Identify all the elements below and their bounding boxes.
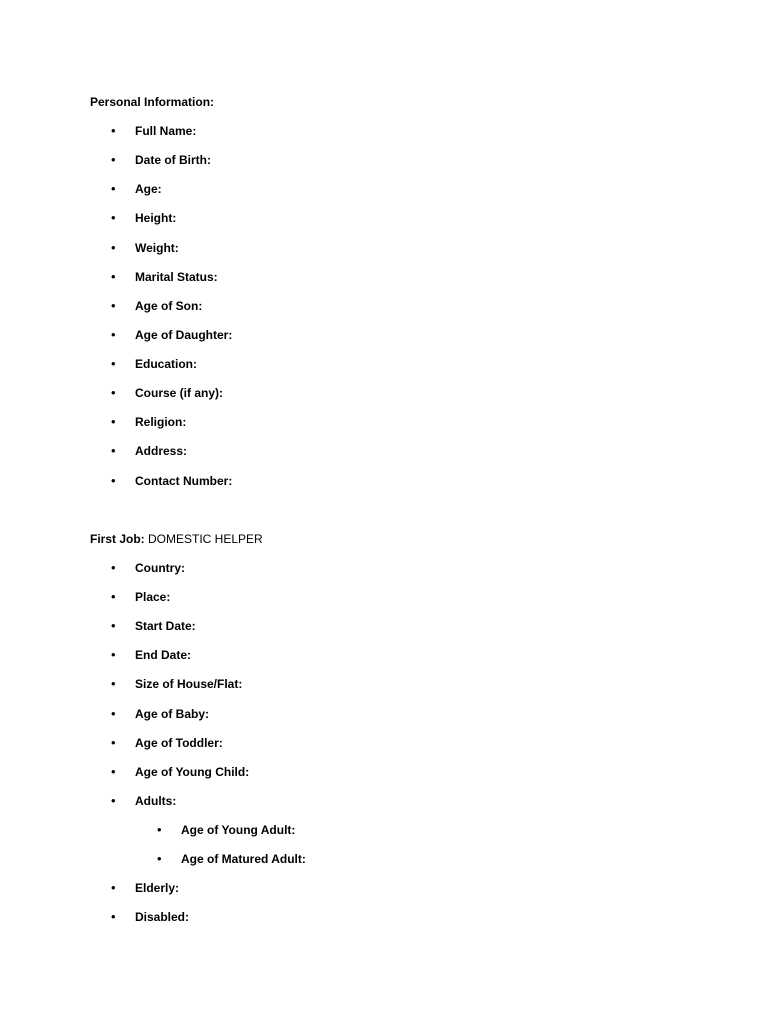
- field-label: Religion:: [135, 415, 187, 429]
- bullet-icon: •: [111, 123, 116, 138]
- bullet-icon: •: [111, 764, 116, 779]
- bullet-icon: •: [157, 851, 162, 866]
- bullet-icon: •: [111, 210, 116, 225]
- field-label: Place:: [135, 590, 171, 604]
- field-label: Country:: [135, 561, 185, 575]
- field-label: Contact Number:: [135, 474, 233, 488]
- bullet-icon: •: [111, 589, 116, 604]
- field-label: Disabled:: [135, 910, 190, 924]
- first-job-heading: [90, 531, 263, 547]
- field-label: Start Date:: [135, 619, 196, 633]
- field-label: Height:: [135, 211, 177, 225]
- field-label: Adults:: [135, 794, 177, 808]
- field-label: Age of Toddler:: [135, 736, 223, 750]
- bullet-icon: •: [111, 473, 116, 488]
- field-label: Age of Son:: [135, 299, 203, 313]
- bullet-icon: •: [111, 240, 116, 255]
- bullet-icon: •: [111, 706, 116, 721]
- field-label: Age:: [135, 182, 162, 196]
- field-label: Course (if any):: [135, 386, 224, 400]
- field-label: Date of Birth:: [135, 153, 211, 167]
- field-label: Full Name:: [135, 124, 197, 138]
- bullet-icon: •: [111, 298, 116, 313]
- bullet-icon: •: [111, 327, 116, 342]
- field-label: Age of Young Child:: [135, 765, 250, 779]
- bullet-icon: •: [111, 414, 116, 429]
- bullet-icon: •: [111, 560, 116, 575]
- field-label: Address:: [135, 444, 188, 458]
- bullet-icon: •: [111, 676, 116, 691]
- bullet-icon: •: [111, 443, 116, 458]
- bullet-icon: •: [111, 647, 116, 662]
- bullet-icon: •: [111, 735, 116, 750]
- first-job-title: DOMESTIC HELPER: [148, 532, 263, 546]
- bullet-icon: •: [111, 385, 116, 400]
- field-label: Marital Status:: [135, 270, 218, 284]
- field-label: Size of House/Flat:: [135, 677, 243, 691]
- bullet-icon: •: [157, 822, 162, 837]
- bullet-icon: •: [111, 269, 116, 284]
- field-label: Age of Daughter:: [135, 328, 233, 342]
- bullet-icon: •: [111, 181, 116, 196]
- bullet-icon: •: [111, 618, 116, 633]
- bullet-icon: •: [111, 880, 116, 895]
- field-label: End Date:: [135, 648, 192, 662]
- field-label: Elderly:: [135, 881, 180, 895]
- first-job-heading-label: First Job:: [90, 532, 145, 546]
- field-label: Age of Matured Adult:: [181, 852, 306, 866]
- field-label: Education:: [135, 357, 197, 371]
- field-label: Age of Baby:: [135, 707, 210, 721]
- bullet-icon: •: [111, 909, 116, 924]
- bullet-icon: •: [111, 356, 116, 371]
- field-label: Age of Young Adult:: [181, 823, 296, 837]
- personal-information-heading: Personal Information:: [90, 95, 215, 109]
- field-label: Weight:: [135, 241, 179, 255]
- bullet-icon: •: [111, 793, 116, 808]
- bullet-icon: •: [111, 152, 116, 167]
